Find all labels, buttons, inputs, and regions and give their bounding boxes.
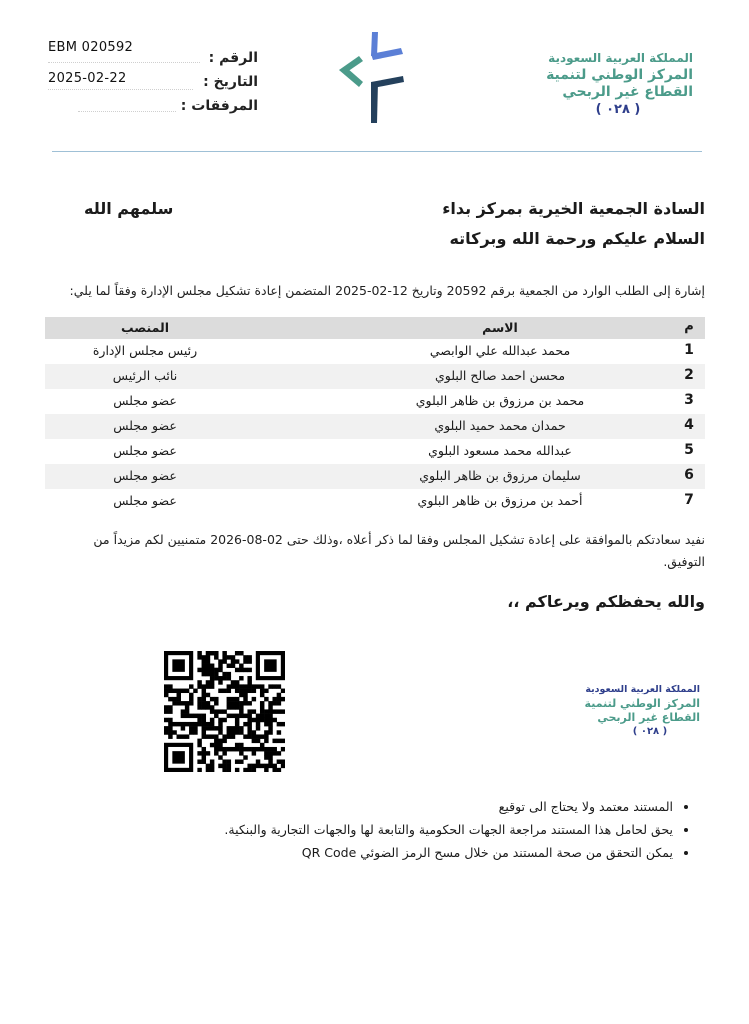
table-row xyxy=(45,339,705,364)
header-num: م xyxy=(684,319,694,334)
row-num: 1 xyxy=(684,342,694,358)
stamp-line-2: المركز الوطني لتنمية xyxy=(584,697,700,710)
closing-text: والله يحفظكم ويرعاكم ،، xyxy=(507,592,705,611)
organization-header xyxy=(493,50,693,118)
row-name: محسن احمد صالح البلوي xyxy=(434,368,566,383)
row-name: حمدان محمد حميد البلوي xyxy=(434,418,566,433)
date-line xyxy=(48,89,193,90)
note-item: • يحق لحامل هذا المستند مراجعة الجهات الحكومية والتابعة لها والجهات التجارية والبنكية. xyxy=(153,818,673,841)
row-position: عضو مجلس xyxy=(113,468,177,483)
row-num: 3 xyxy=(684,392,694,408)
row-position: عضو مجلس xyxy=(113,493,177,508)
row-name: محمد بن مرزوق بن ظاهر البلوي xyxy=(415,393,585,408)
greeting: السلام عليكم ورحمة الله وبركاته xyxy=(449,229,705,248)
date-value: 2025-02-22 xyxy=(48,71,127,86)
org-line-2: المركز الوطني لتنمية xyxy=(546,67,693,83)
row-num: 7 xyxy=(684,492,694,508)
header-position: المنصب xyxy=(120,320,169,335)
qr-code-icon[interactable] xyxy=(164,651,285,772)
row-position: عضو مجلس xyxy=(113,443,177,458)
org-line-3: القطاع غير الربحي xyxy=(562,84,693,100)
row-name: محمد عبدالله علي الوابصي xyxy=(429,343,571,358)
table-row xyxy=(45,489,705,514)
table-row xyxy=(45,364,705,389)
notes-list xyxy=(153,795,691,864)
row-name: سليمان مرزوق بن ظاهر البلوي xyxy=(419,468,581,483)
reference-label: الرقم : xyxy=(208,50,258,66)
row-num: 5 xyxy=(684,442,694,458)
center-logo-icon xyxy=(335,30,411,126)
row-name: أحمد بن مرزوق بن ظاهر البلوي xyxy=(417,493,583,508)
reference-line xyxy=(48,62,200,63)
board-table xyxy=(45,317,705,514)
stamp-line-1: المملكة العربية السعودية xyxy=(585,684,700,695)
attachments-label: المرفقات : xyxy=(180,98,258,114)
stamp-line-4: ( ٠٢٨ ) xyxy=(632,726,668,737)
stamp-line-3: القطاع غير الربحي xyxy=(597,711,700,724)
date-label: التاريخ : xyxy=(203,74,258,90)
row-name: عبدالله محمد مسعود البلوي xyxy=(428,443,572,458)
reference-block xyxy=(48,38,258,118)
row-position: عضو مجلس xyxy=(113,393,177,408)
table-row xyxy=(45,464,705,489)
row-position: عضو مجلس xyxy=(113,418,177,433)
org-line-1: المملكة العربية السعودية xyxy=(548,51,693,65)
recipient: السادة الجمعية الخيرية بمركز بداء xyxy=(442,199,705,218)
org-line-4: ( ٠٢٨ ) xyxy=(595,102,641,117)
table-row xyxy=(45,414,705,439)
note-item: • يمكن التحقق من صحة المستند من خلال مسح الرمز الضوئي QR Code xyxy=(153,841,673,864)
table-header xyxy=(45,317,705,339)
row-num: 4 xyxy=(684,417,694,433)
row-position: نائب الرئيس xyxy=(112,368,178,383)
intro-text: إشارة إلى الطلب الوارد من الجمعية برقم 20592 وتاريخ 12-02-2025 المتضمن إعادة تشكيل مجلس الإدارة وفقاً لما يلي: xyxy=(69,283,705,298)
header-divider xyxy=(52,151,702,152)
row-num: 2 xyxy=(684,367,694,383)
approval-text: نفيد سعادتكم بالموافقة على إعادة تشكيل المجلس وفقا لما ذكر أعلاه ،وذلك حتى 02-08-2026 متمنيين لكم مزيداً من التوفيق. xyxy=(93,532,705,569)
header-name: الاسم xyxy=(482,320,518,335)
row-position: رئيس مجلس الإدارة xyxy=(92,343,198,358)
note-item: • المستند معتمد ولا يحتاج الى توقيع xyxy=(153,795,673,818)
attachments-line xyxy=(78,111,176,112)
table-row xyxy=(45,389,705,414)
salutation: سلمهم الله xyxy=(84,199,174,218)
row-num: 6 xyxy=(684,467,694,483)
reference-number: EBM 020592 xyxy=(48,40,134,55)
table-row xyxy=(45,439,705,464)
stamp-organization xyxy=(560,683,700,739)
